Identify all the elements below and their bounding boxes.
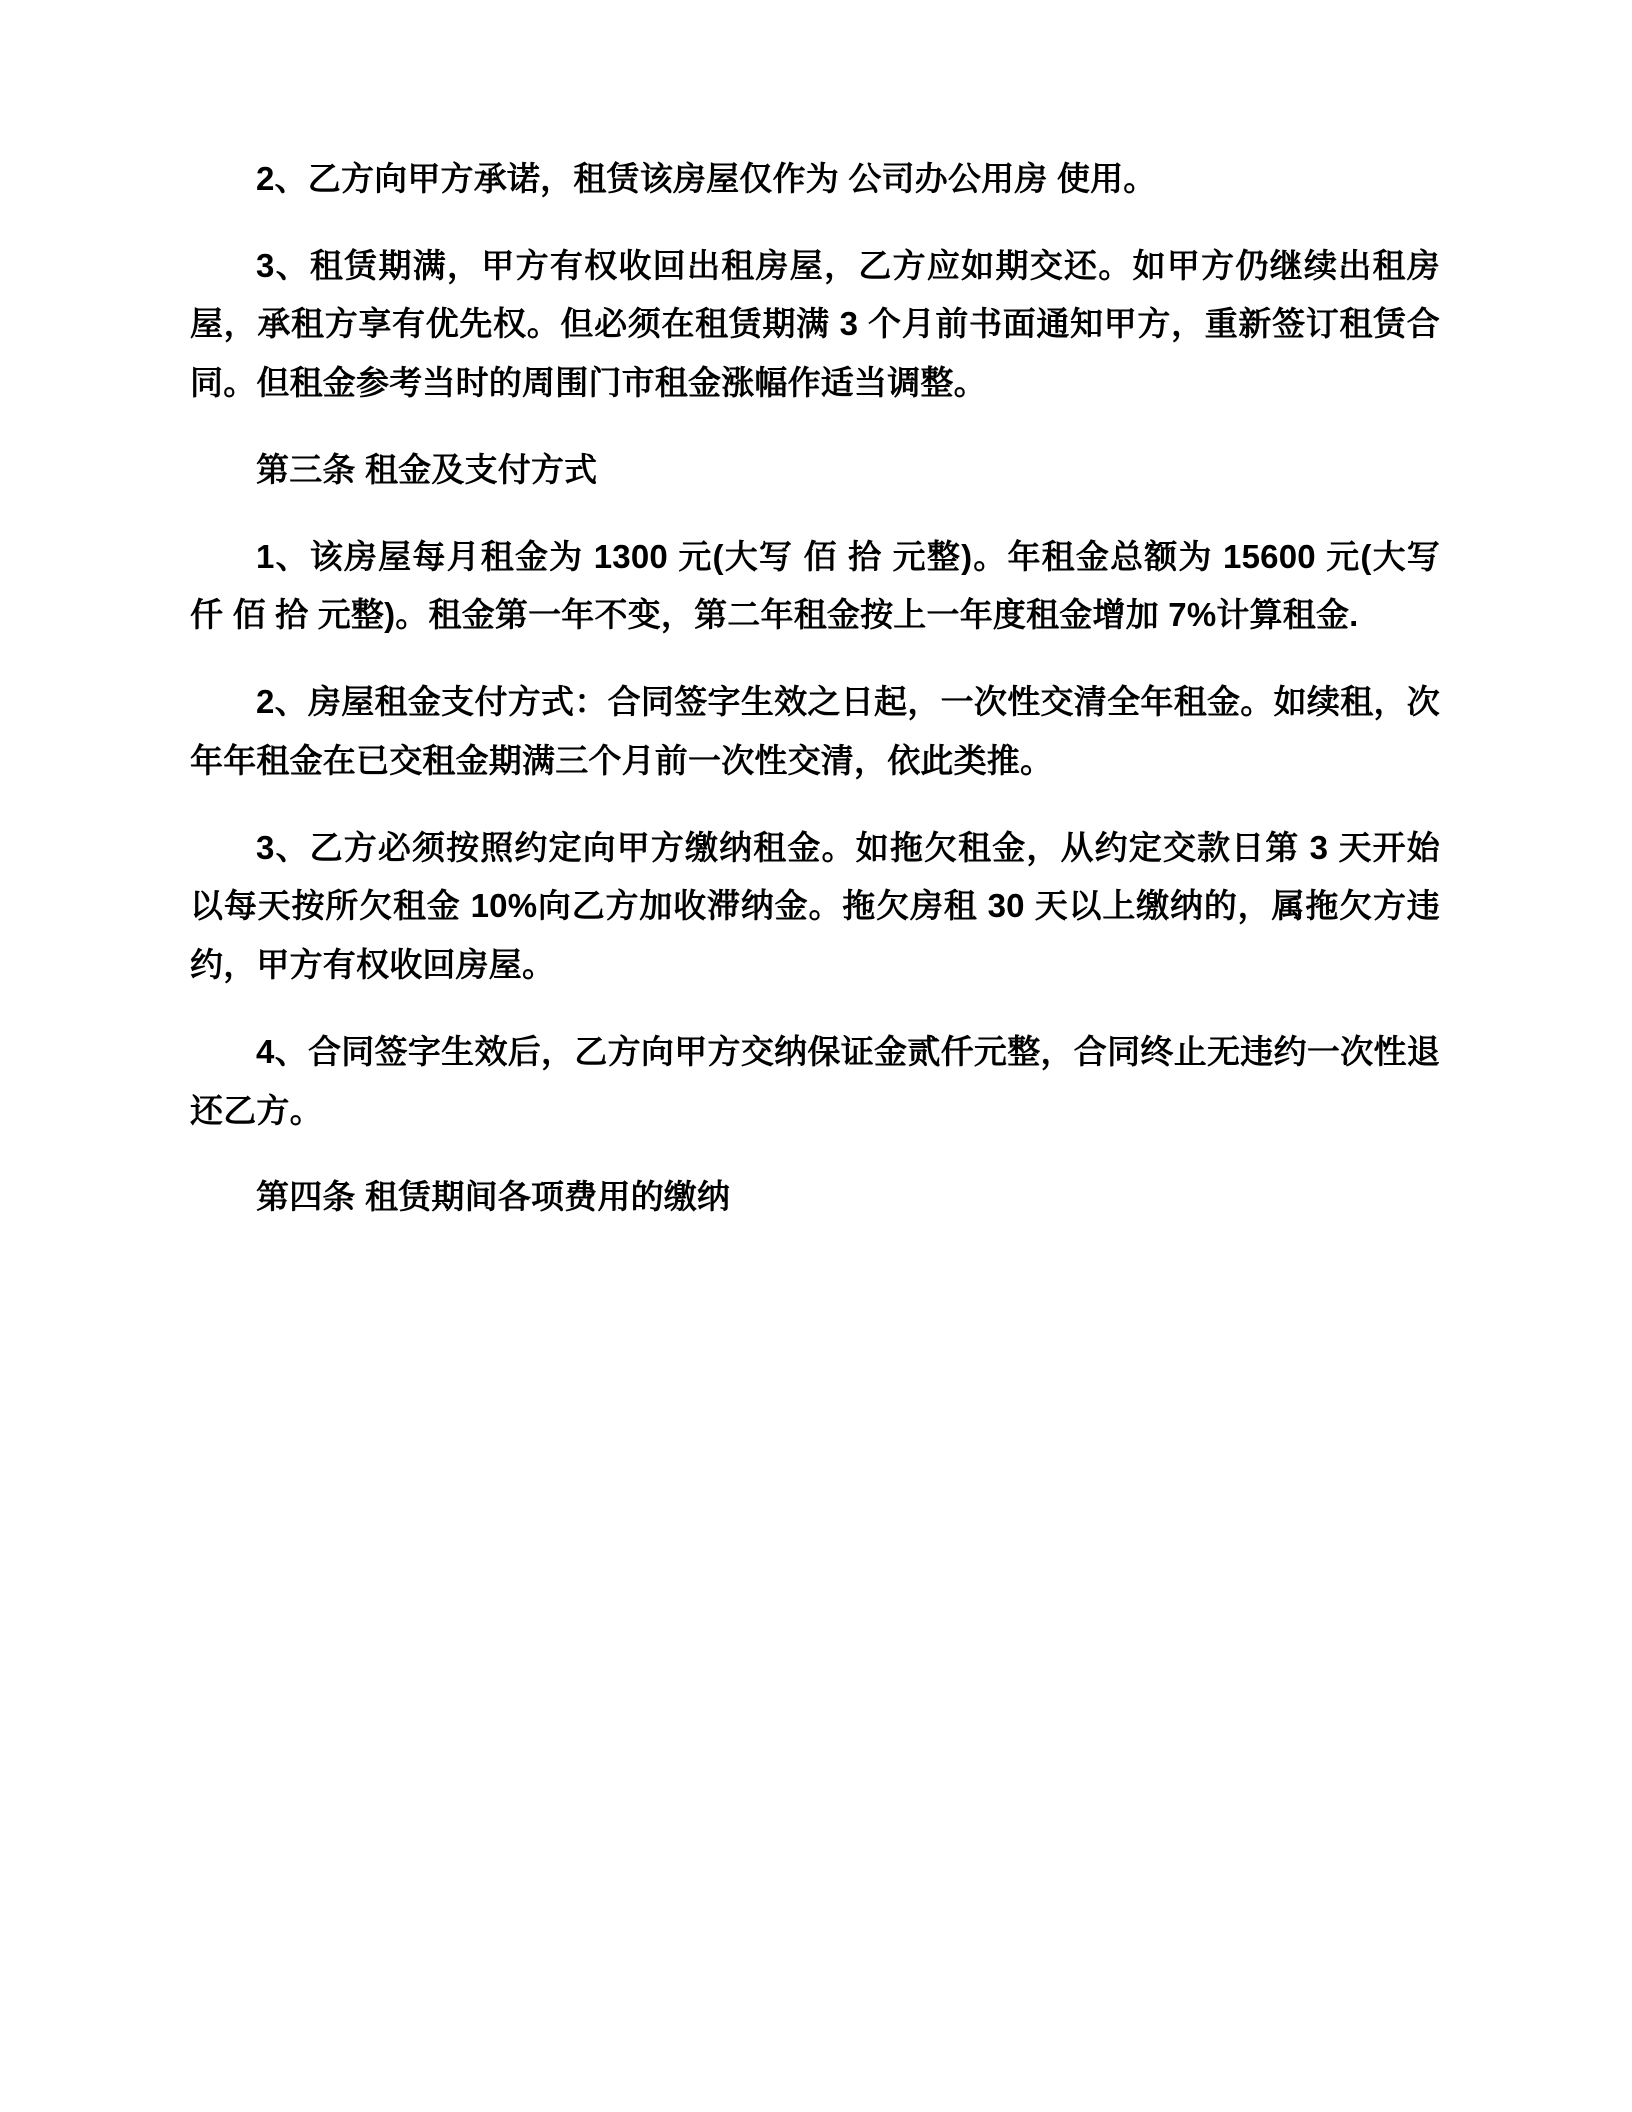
document-body — [190, 150, 1440, 1227]
paragraph-clause2-item3: 3、租赁期满，甲方有权收回出租房屋，乙方应如期交还。如甲方仍继续出租房屋，承租方享有优先权。但必须在租赁期满 3 个月前书面通知甲方，重新签订租赁合同。但租金参考当时的周围门市租金涨幅作适当调整。 — [190, 246, 1440, 402]
paragraph-clause2-item2: 2、乙方向甲方承诺，租赁该房屋仅作为 公司办公用房 使用。 — [256, 160, 1157, 197]
paragraph-clause3-item3: 3、乙方必须按照约定向甲方缴纳租金。如拖欠租金，从约定交款日第 3 天开始以每天按所欠租金 10%向乙方加收滞纳金。拖欠房租 30 天以上缴纳的，属拖欠方违约，甲方有权收回房屋。 — [190, 828, 1440, 984]
heading-clause3: 第三条 租金及支付方式 — [256, 450, 598, 488]
paragraph-clause3-item4: 4、合同签字生效后，乙方向甲方交纳保证金贰仟元整，合同终止无违约一次性退还乙方。 — [190, 1032, 1440, 1129]
paragraph-clause3-item2: 2、房屋租金支付方式：合同签字生效之日起，一次性交清全年租金。如续租，次年年租金在已交租金期满三个月前一次性交清，依此类推。 — [190, 683, 1440, 779]
heading-clause4: 第四条 租赁期间各项费用的缴纳 — [256, 1178, 731, 1216]
paragraph-clause3-item1: 1、该房屋每月租金为 1300 元(大写 佰 拾 元整)。年租金总额为 15600 元(大写 仟 佰 拾 元整)。租金第一年不变，第二年租金按上一年度租金增加 7%计算租金. — [190, 537, 1440, 634]
